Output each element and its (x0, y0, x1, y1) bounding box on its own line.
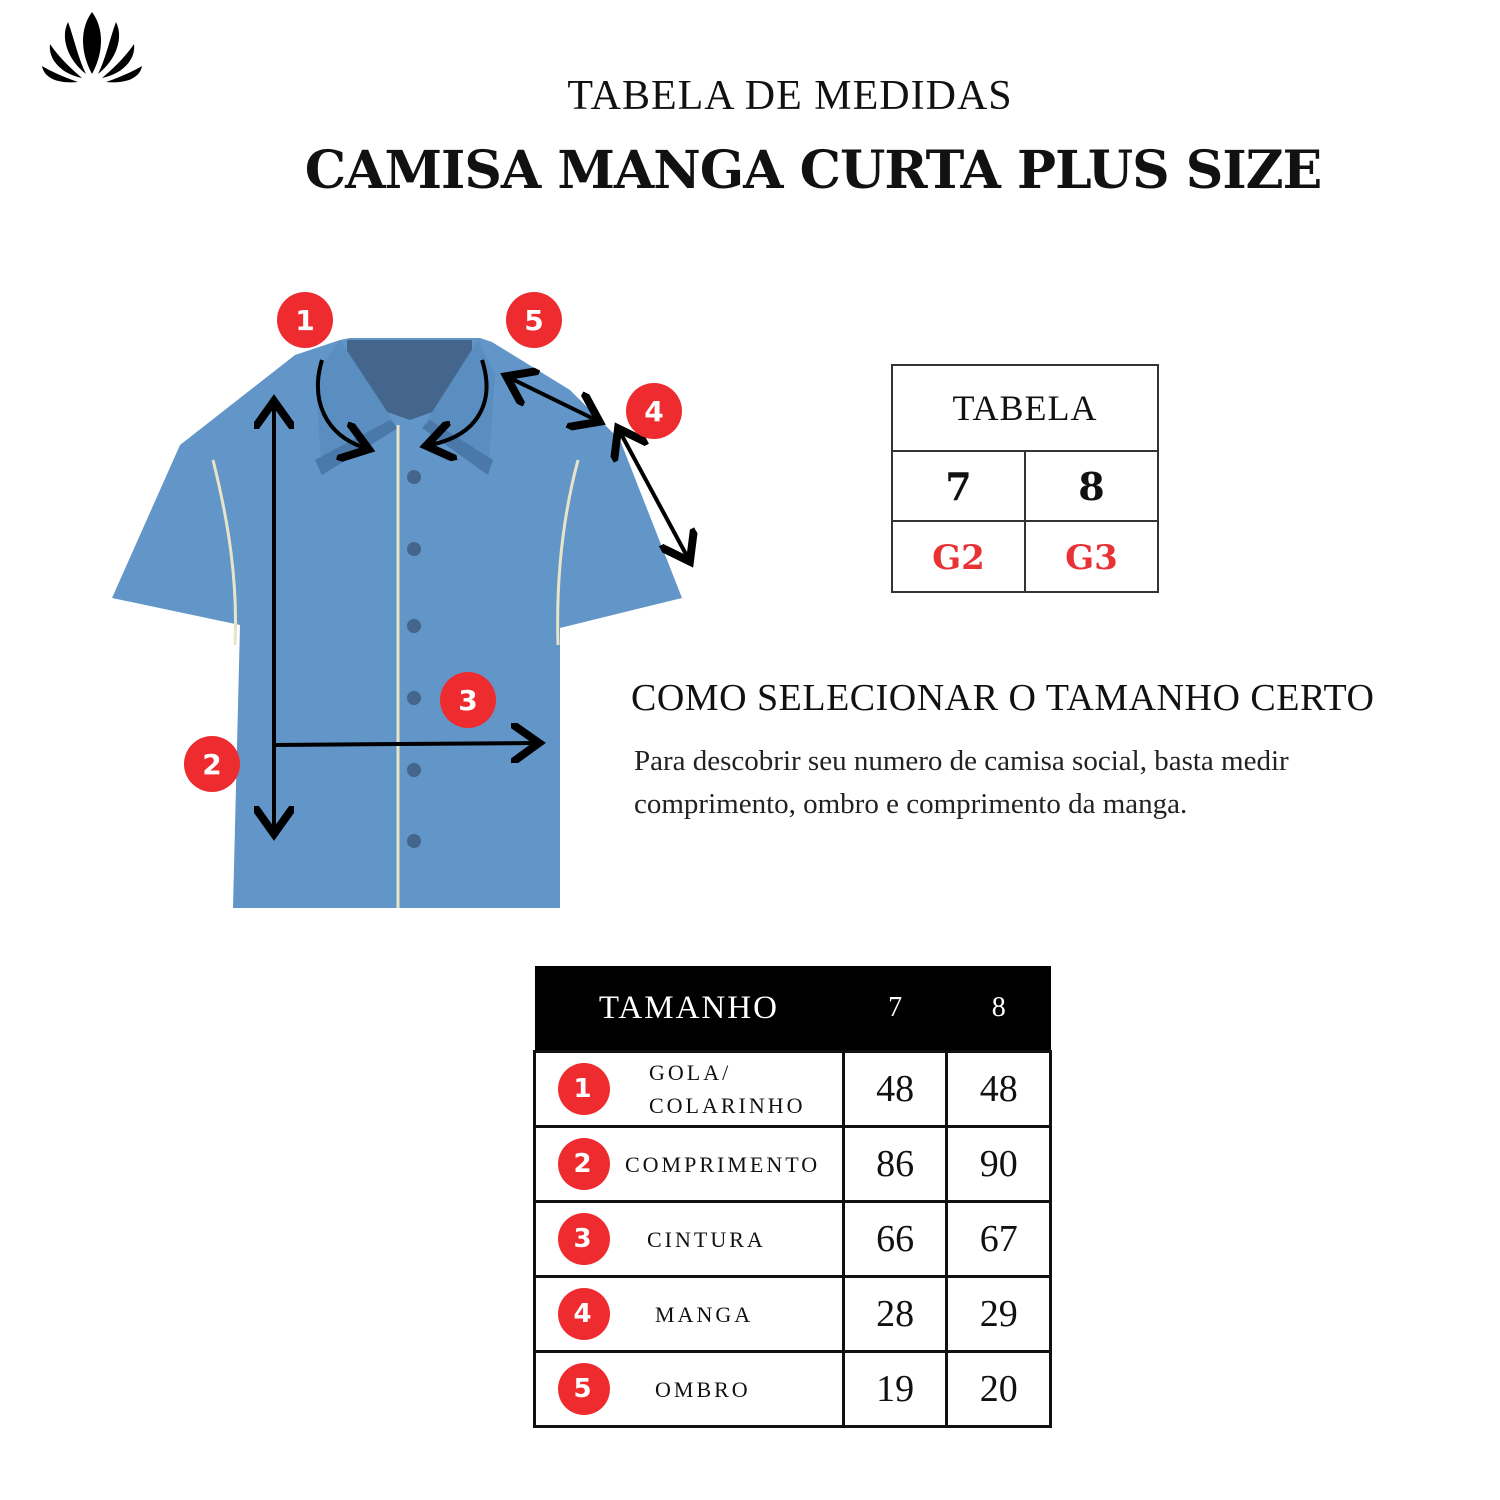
howto-heading: COMO SELECIONAR O TAMANHO CERTO (631, 677, 1375, 719)
value-cell: 90 (947, 1127, 1051, 1202)
measure-badge-2: 2 (184, 736, 240, 792)
page-title: CAMISA MANGA CURTA PLUS SIZE (304, 140, 1322, 201)
value-cell: 67 (947, 1202, 1051, 1277)
header-size-7: 7 (843, 966, 947, 1052)
table-row (535, 1277, 1051, 1352)
measure-name-cell (535, 1352, 844, 1427)
measure-name-cell (535, 1127, 844, 1202)
measure-badge-3: 3 (440, 672, 496, 728)
table-row (535, 1202, 1051, 1277)
header-size-label: TAMANHO (535, 966, 844, 1052)
measure-label: CINTURA (647, 1226, 766, 1252)
value-cell: 48 (947, 1052, 1051, 1127)
table-row (535, 1052, 1051, 1127)
measurement-table (533, 966, 1052, 1428)
value-cell: 19 (843, 1352, 947, 1427)
measure-label: COMPRIMENTO (625, 1151, 821, 1177)
table-row (535, 1127, 1051, 1202)
measure-badge: 3 (558, 1213, 610, 1265)
size-mapping-table (891, 364, 1159, 593)
size-number-cell: 8 (1024, 452, 1157, 520)
value-cell: 66 (843, 1202, 947, 1277)
size-number-row (893, 452, 1157, 522)
value-cell: 48 (843, 1052, 947, 1127)
measure-badge-5: 5 (506, 292, 562, 348)
measure-badge-1: 1 (277, 292, 333, 348)
measure-name-cell (535, 1202, 844, 1277)
shirt-illustration-icon (100, 280, 720, 920)
table-header-row (535, 966, 1051, 1052)
size-mapping-title: TABELA (893, 366, 1157, 452)
size-letter-row (893, 522, 1157, 593)
howto-description: Para descobrir seu numero de camisa social, basta medir comprimento, ombro e comprimento da manga. (634, 745, 1289, 820)
table-row (535, 1352, 1051, 1427)
value-cell: 86 (843, 1127, 947, 1202)
measure-badge: 5 (558, 1363, 610, 1415)
header-size-8: 8 (947, 966, 1051, 1052)
value-cell: 28 (843, 1277, 947, 1352)
page-subtitle: TABELA DE MEDIDAS (567, 73, 1013, 119)
value-cell: 29 (947, 1277, 1051, 1352)
size-number-cell: 7 (945, 463, 972, 509)
measure-label: OMBRO (655, 1376, 751, 1402)
size-letter-cell: G3 (1024, 522, 1157, 593)
measure-name-cell (535, 1277, 844, 1352)
measure-badge-4: 4 (626, 383, 682, 439)
measure-label: GOLA/ COLARINHO (649, 1060, 806, 1118)
measure-badge: 1 (558, 1063, 610, 1115)
measure-badge: 4 (558, 1288, 610, 1340)
measure-badge: 2 (558, 1138, 610, 1190)
measure-name-cell (535, 1052, 844, 1127)
size-letter-cell: G2 (932, 537, 985, 578)
value-cell: 20 (947, 1352, 1051, 1427)
measure-label: MANGA (655, 1301, 754, 1327)
shirt-illustration (100, 280, 720, 920)
